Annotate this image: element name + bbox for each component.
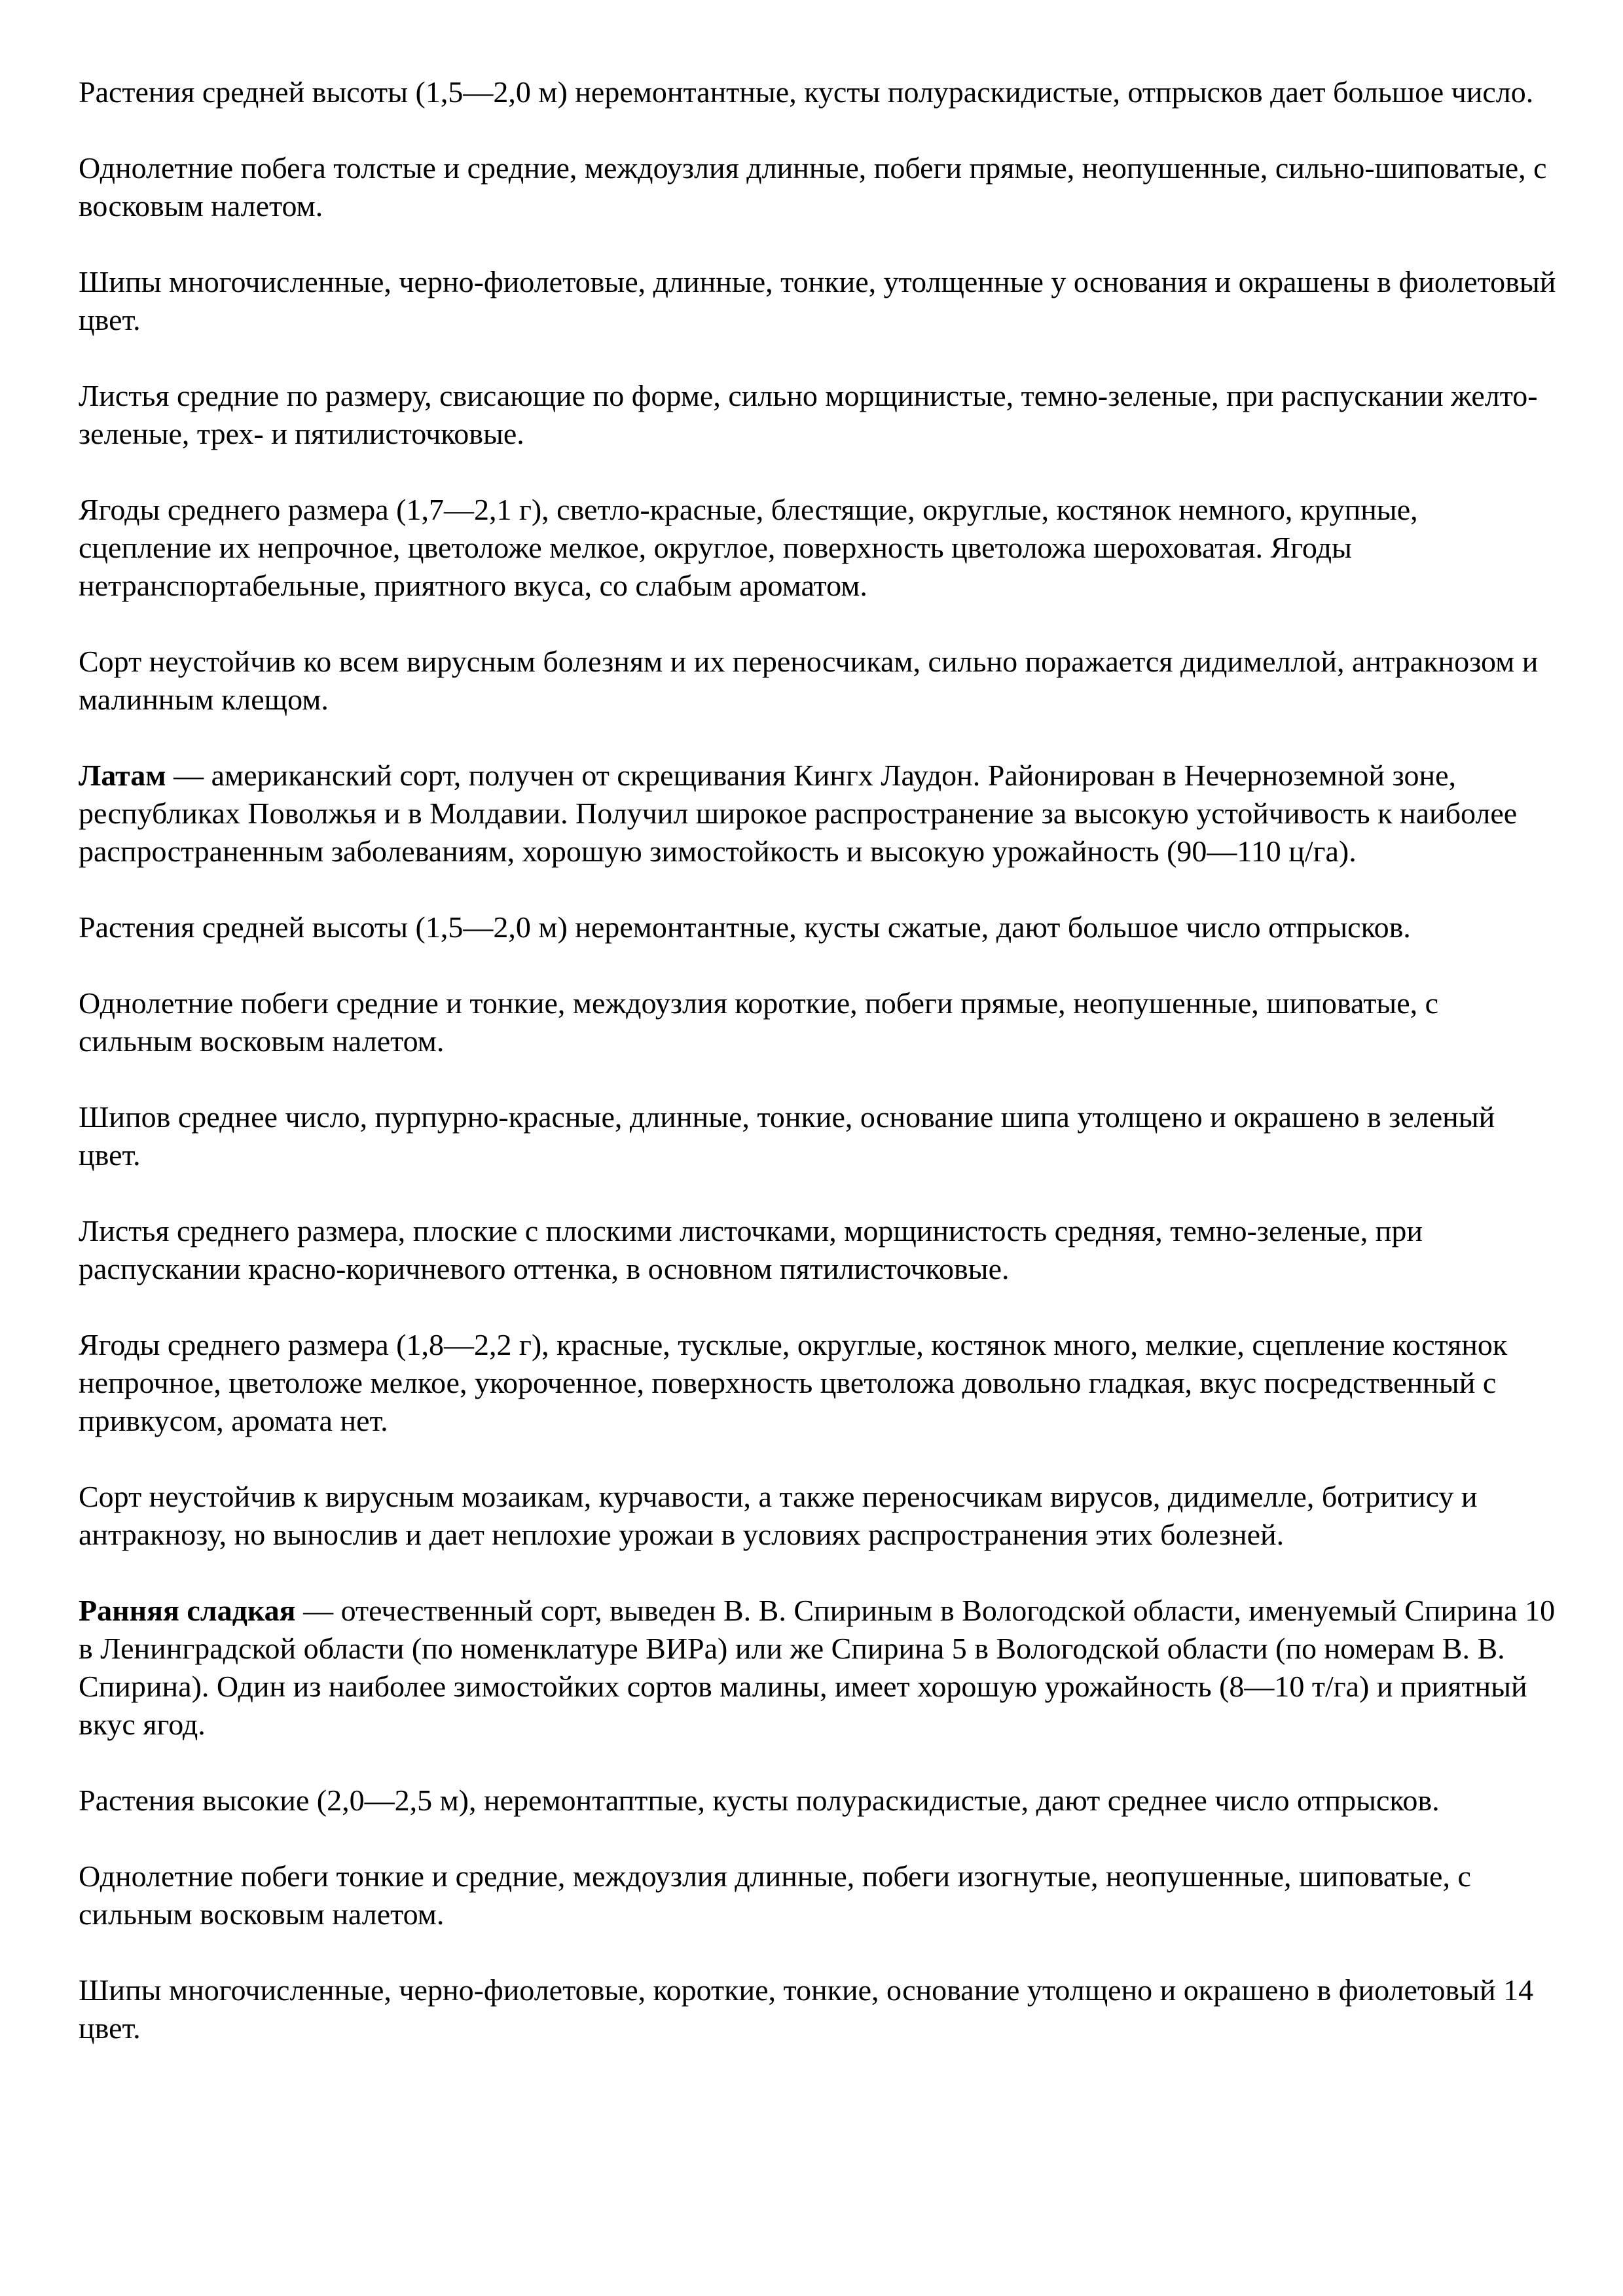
variety-name: Латам <box>79 759 166 792</box>
paragraph <box>79 73 1558 111</box>
paragraph <box>79 908 1558 946</box>
paragraph-text: Шипов среднее число, пурпурно-красные, длинные, тонкие, основание шипа утолщено и окрашено в зеленый цвет. <box>79 1100 1495 1172</box>
paragraph <box>79 377 1558 453</box>
paragraph <box>79 149 1558 225</box>
paragraph-text: Шипы многочисленные, черно-фиолетовые, короткие, тонкие, основание утолщено и окрашено в фиолетовый 14 цвет. <box>79 1973 1534 2045</box>
paragraph-text: Однолетние побега толстые и средние, междоузлия длинные, побеги прямые, неопушенные, сильно-шиповатые, с восковым налетом. <box>79 151 1547 223</box>
paragraph <box>79 1212 1558 1288</box>
paragraph-text: — американский сорт, получен от скрещивания Кингх Лаудон. Районирован в Нечерноземной зоне, республиках Поволжья и в Молдавии. Получил широкое распространение за высокую устойчивость к наиболее распространенным заболеваниям, хорошую зимостойкость и высокую урожайность (90—110 ц/га). <box>79 759 1518 868</box>
paragraph-text: — отечественный сорт, выведен В. В. Спириным в Вологодской области, именуемый Спирина 10 в Ленинградской области (по номенклатуре ВИРа) или же Спирина 5 в Вологодской области (по номерам В. В. Спирина). Один из наиболее зимостойких сортов малины, имеет хорошую урожайность (8—10 т/га) и приятный вкус ягод. <box>79 1594 1556 1741</box>
paragraph-text: Листья средние по размеру, свисающие по форме, сильно морщинистые, темно-зеленые, при распускании желто-зеленые, трех- и пятилисточковые. <box>79 379 1538 450</box>
paragraph-text: Растения средней высоты (1,5—2,0 м) неремонтантные, кусты сжатые, дают большое число отпрысков. <box>79 910 1411 944</box>
paragraph <box>79 263 1558 339</box>
paragraph-text: Шипы многочисленные, черно-фиолетовые, длинные, тонкие, утолщенные у основания и окрашены в фиолетовый цвет. <box>79 265 1556 336</box>
paragraph-text: Сорт неустойчив к вирусным мозаикам, курчавости, а также переносчикам вирусов, дидимелле, ботритису и антракнозу, но вынослив и дает неплохие урожаи в условиях распространения этих болезней. <box>79 1480 1478 1551</box>
paragraph-text: Однолетние побеги тонкие и средние, междоузлия длинные, побеги изогнутые, неопушенные, шиповатые, с сильным восковым налетом. <box>79 1859 1471 1931</box>
paragraph <box>79 1857 1558 1933</box>
paragraph <box>79 1478 1558 1554</box>
paragraph-text: Растения средней высоты (1,5—2,0 м) неремонтантные, кусты полураскидистые, отпрысков дает большое число. <box>79 75 1534 109</box>
paragraph-text: Ягоды среднего размера (1,7—2,1 г), светло-красные, блестящие, округлые, костянок немного, крупные, сцепление их непрочное, цветоложе мелкое, округлое, поверхность цветоложа шероховатая. Ягоды нетранспортабельные, приятного вкуса, со слабым ароматом. <box>79 493 1418 602</box>
variety-name: Ранняя сладкая <box>79 1594 296 1627</box>
paragraph-text: Сорт неустойчив ко всем вирусным болезням и их переносчикам, сильно поражается дидимеллой, антракнозом и малинным клещом. <box>79 645 1539 716</box>
paragraph-text: Однолетние побеги средние и тонкие, междоузлия короткие, побеги прямые, неопушенные, шиповатые, с сильным восковым налетом. <box>79 986 1439 1058</box>
paragraph <box>79 1098 1558 1174</box>
paragraph <box>79 1782 1558 1820</box>
paragraph <box>79 1971 1558 2047</box>
paragraph <box>79 984 1558 1060</box>
paragraph <box>79 643 1558 719</box>
paragraph <box>79 491 1558 605</box>
paragraph-variety-rannyaya-sladkaya <box>79 1592 1558 1744</box>
paragraph-text: Ягоды среднего размера (1,8—2,2 г), красные, тусклые, округлые, костянок много, мелкие, сцепление костянок непрочное, цветоложе мелкое, укороченное, поверхность цветоложа довольно гладкая, вкус посредственный с привкусом, аромата нет. <box>79 1328 1508 1437</box>
paragraph-variety-latam <box>79 757 1558 870</box>
paragraph-text: Листья среднего размера, плоские с плоскими листочками, морщинистость средняя, темно-зеленые, при распускании красно-коричневого оттенка, в основном пятилисточковые. <box>79 1214 1423 1285</box>
paragraph-text: Растения высокие (2,0—2,5 м), неремонтаптпые, кусты полураскидистые, дают среднее число отпрысков. <box>79 1784 1440 1817</box>
paragraph <box>79 1326 1558 1440</box>
